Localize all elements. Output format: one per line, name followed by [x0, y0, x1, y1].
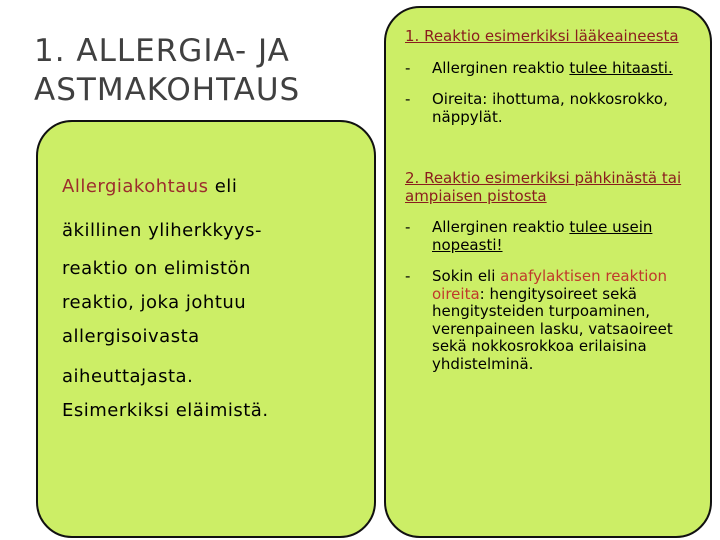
section-2-bullet-2 [405, 268, 705, 373]
bullet-dash: - [405, 267, 411, 285]
title-line-1: 1. ALLERGIA- JA [34, 33, 290, 69]
section-1-bullet-1-underlined: tulee hitaasti. [569, 58, 673, 77]
left-text-block [62, 176, 372, 421]
right-text-block [405, 28, 705, 373]
title-line-2: ASTMAKOHTAUS [34, 72, 301, 108]
left-line-5: aiheuttajasta. [62, 366, 194, 387]
section-1-heading: 1. Reaktio esimerkiksi lääkeaineesta [405, 27, 679, 45]
left-line-4: allergisoivasta [62, 326, 200, 347]
section-2-heading: 2. Reaktio esimerkiksi pähkinästä tai ampiaisen pistosta [405, 169, 682, 205]
page-title [34, 32, 394, 110]
section-2-bullet-2-text: Sokin eli [432, 267, 501, 285]
left-lead-accent: Allergiakohtaus [62, 176, 209, 197]
bullet-dash: - [405, 90, 411, 108]
section-1-bullet-1 [405, 60, 705, 78]
section-2-bullet-2-rest: : hengitysoireet sekä hengitysteiden turpoaminen, verenpaineen lasku, vatsaoireet sekä nokkosrokkoa erilaisina yhdistelminä. [432, 284, 673, 373]
left-lead-rest: eli [208, 176, 238, 197]
section-2-bullet-2-highlight: anafylaktisen reaktion oireita [432, 267, 668, 303]
section-2-bullet-1-underlined: tulee usein nopeasti! [432, 218, 653, 254]
left-line-1: äkillinen yliherkkyys- [62, 220, 262, 241]
left-lead [62, 176, 372, 198]
section-1-bullet-2-text: Oireita: ihottuma, nokkosrokko, näppylät. [432, 90, 668, 126]
section-2-bullet-1-text: Allerginen reaktio [432, 218, 570, 236]
section-2-bullet-1 [405, 219, 705, 254]
bullet-dash: - [405, 218, 411, 236]
left-line-3: reaktio, joka johtuu [62, 292, 247, 313]
section-1-bullet-1-text: Allerginen reaktio [432, 58, 570, 77]
left-line-6: Esimerkiksi eläimistä. [62, 400, 269, 421]
bullet-dash: - [405, 58, 411, 77]
section-1-bullet-2 [405, 91, 705, 126]
left-line-2: reaktio on elimistön [62, 258, 251, 279]
